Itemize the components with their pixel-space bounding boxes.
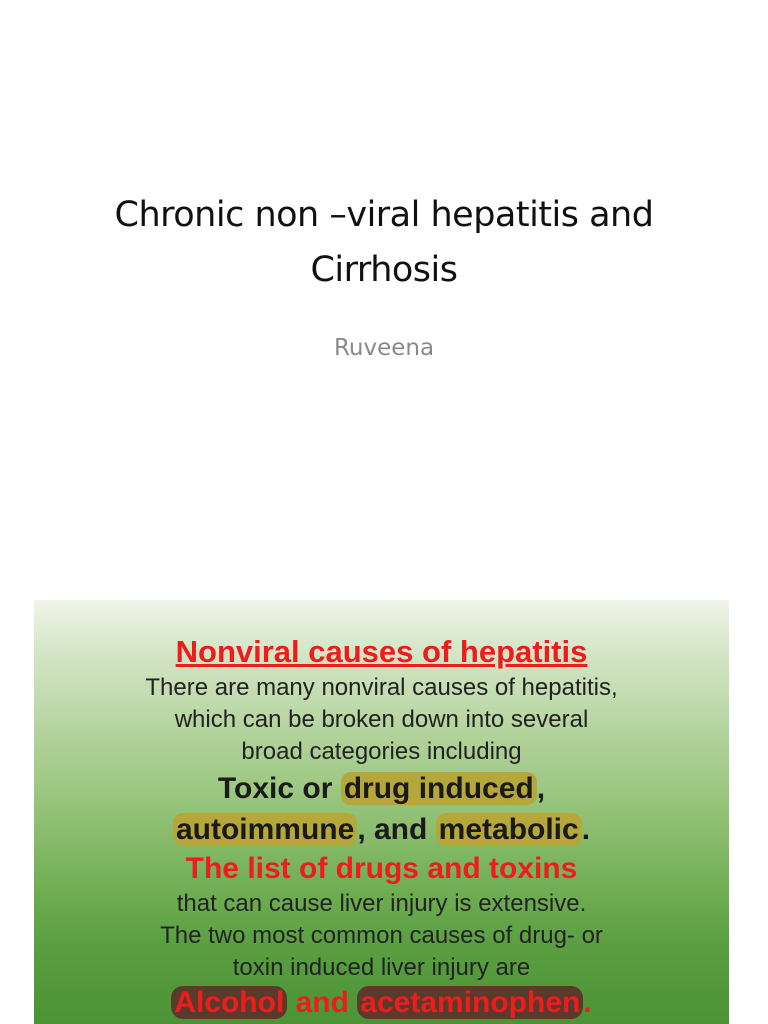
common-causes-line [34,984,729,1022]
slide-heading: Nonviral causes of hepatitis [175,634,588,669]
author-subtitle: Ruveena [333,335,435,361]
drug-induced-highlight: drug induced [341,772,537,805]
alcohol-highlight: Alcohol [171,986,287,1019]
period-text: . [581,813,591,846]
intro-line: which can be broken down into several [174,706,589,733]
category-line-1 [34,768,729,809]
autoimmune-highlight: autoimmune [173,813,357,846]
slide-text-block [34,632,729,1022]
content-slide [34,600,729,1024]
and-text-2: and [287,986,358,1019]
title-line-1: Chronic non –viral hepatitis and [114,195,654,235]
toxic-prefix: Toxic or [217,772,341,805]
intro-line: broad categories including [241,738,522,765]
detail-line: toxin induced liver injury are [232,954,531,981]
metabolic-highlight: metabolic [436,813,582,846]
acetaminophen-highlight: acetaminophen [357,986,583,1019]
period-text-2: . [583,986,592,1019]
category-line-2 [34,809,729,850]
page-title [40,188,728,298]
intro-line: There are many nonviral causes of hepatitis, [145,674,618,701]
and-text: , and [357,813,436,846]
detail-line: The two most common causes of drug- or [160,922,603,949]
detail-line: that can cause liver injury is extensive. [176,890,587,917]
title-line-2: Cirrhosis [310,250,458,290]
drugs-heading: The list of drugs and toxins [185,852,578,885]
comma-text: , [536,772,546,805]
